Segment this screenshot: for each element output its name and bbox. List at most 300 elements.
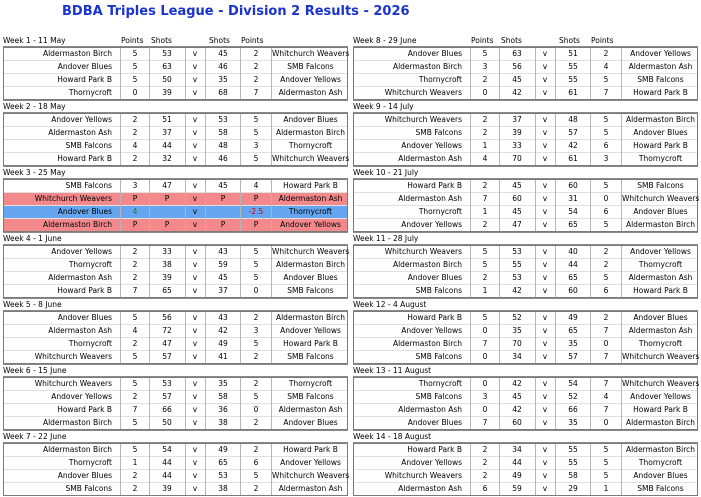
home-points: 7 <box>482 339 488 348</box>
home-shots: 70 <box>512 339 522 348</box>
grid-line <box>590 114 591 165</box>
home-shots: 44 <box>162 471 172 480</box>
away-team: Andover Yellows <box>280 326 341 335</box>
away-points: 4 <box>603 392 609 401</box>
match-row <box>354 87 697 99</box>
grid-line <box>185 180 186 231</box>
away-team: Howard Park B <box>633 405 688 414</box>
home-shots: 45 <box>512 392 522 401</box>
home-points: 2 <box>132 128 138 137</box>
home-shots: 59 <box>512 484 522 493</box>
home-points: 0 <box>482 326 488 335</box>
home-shots: 54 <box>162 445 172 454</box>
away-points: 5 <box>603 128 609 137</box>
away-points: 5 <box>253 115 259 124</box>
home-points: 5 <box>482 49 488 58</box>
away-points: 2 <box>253 62 259 71</box>
home-points: 5 <box>132 75 138 84</box>
away-team: Thornycroft <box>288 207 333 216</box>
away-shots: P <box>220 194 226 203</box>
away-team: Whitchurch Weavers <box>272 154 349 163</box>
away-points: 4 <box>253 181 259 190</box>
home-shots: 51 <box>162 115 172 124</box>
away-shots: 44 <box>568 260 578 269</box>
week-block <box>353 166 698 232</box>
home-shots: 37 <box>162 128 172 137</box>
home-points: 5 <box>132 418 138 427</box>
home-points: 6 <box>482 484 488 493</box>
week-header <box>353 299 698 311</box>
grid-line <box>185 246 186 297</box>
home-shots: 72 <box>162 326 172 335</box>
match-row <box>4 219 347 231</box>
home-team: Thornycroft <box>418 207 462 216</box>
left-results-column <box>3 35 348 496</box>
week-block <box>3 232 348 298</box>
home-shots: 42 <box>512 405 522 414</box>
week-header <box>3 167 348 179</box>
grid-line <box>240 246 241 297</box>
away-points: 7 <box>603 405 609 414</box>
home-team: Aldermaston Birch <box>392 339 462 348</box>
grid-line <box>149 378 150 429</box>
away-points: 6 <box>603 207 609 216</box>
grid-line <box>185 312 186 363</box>
away-team: Howard Park B <box>283 339 338 348</box>
grid-line <box>590 312 591 363</box>
away-team: Andover Blues <box>633 471 688 480</box>
home-shots: 39 <box>162 484 172 493</box>
away-points: 1 <box>603 484 609 493</box>
away-team: Aldermaston Birch <box>275 128 346 137</box>
match-row <box>4 48 347 61</box>
grid-line <box>621 48 622 99</box>
column-header-shots: Shots <box>501 36 522 45</box>
away-shots: 48 <box>218 141 228 150</box>
away-shots: 35 <box>568 418 578 427</box>
home-shots: 47 <box>162 181 172 190</box>
away-points: 2 <box>603 247 609 256</box>
grid-line <box>120 378 121 429</box>
away-shots: 65 <box>568 220 578 229</box>
home-points: 4 <box>482 154 488 163</box>
home-shots: 56 <box>512 62 522 71</box>
grid-line <box>271 444 272 495</box>
home-points: 2 <box>132 484 138 493</box>
away-team: SMB Falcons <box>637 484 684 493</box>
away-team: Aldermaston Ash <box>278 484 343 493</box>
match-row <box>4 140 347 153</box>
match-row <box>354 285 697 297</box>
away-points: 7 <box>603 379 609 388</box>
home-shots: 44 <box>162 458 172 467</box>
versus-label: v <box>192 273 198 282</box>
home-team: Thornycroft <box>68 458 112 467</box>
home-team: Howard Park B <box>57 405 112 414</box>
column-header-points2: Points <box>591 36 614 45</box>
away-team: Aldermaston Birch <box>275 260 346 269</box>
away-shots: 55 <box>568 62 578 71</box>
versus-label: v <box>192 207 198 216</box>
grid-line <box>120 246 121 297</box>
away-team: Howard Park B <box>283 445 338 454</box>
week-label: Week 10 - 21 July <box>353 168 419 177</box>
away-points: 3 <box>253 141 259 150</box>
away-points: 2 <box>253 49 259 58</box>
match-row <box>4 246 347 259</box>
away-shots: 60 <box>568 181 578 190</box>
week-header <box>3 101 348 113</box>
home-shots: 55 <box>512 260 522 269</box>
away-points: 2 <box>603 49 609 58</box>
match-row <box>4 312 347 325</box>
away-shots: 53 <box>218 471 228 480</box>
column-header-points: Points <box>471 36 494 45</box>
versus-label: v <box>542 247 548 256</box>
away-team: Thornycroft <box>288 379 333 388</box>
away-shots: 57 <box>568 128 578 137</box>
match-row <box>4 444 347 457</box>
away-points: 5 <box>603 458 609 467</box>
grid-line <box>185 444 186 495</box>
week-header <box>353 167 698 179</box>
away-team: Andover Yellows <box>630 247 691 256</box>
away-shots: 37 <box>218 286 228 295</box>
grid-line <box>271 246 272 297</box>
away-team: Andover Yellows <box>630 49 691 58</box>
home-points: 7 <box>132 405 138 414</box>
grid-line <box>470 48 471 99</box>
grid-line <box>149 444 150 495</box>
home-points: 2 <box>482 273 488 282</box>
home-shots: 57 <box>162 352 172 361</box>
home-points: 2 <box>132 273 138 282</box>
home-points: 2 <box>132 392 138 401</box>
versus-label: v <box>192 194 198 203</box>
versus-label: v <box>542 445 548 454</box>
home-shots: 37 <box>512 115 522 124</box>
grid-line <box>555 180 556 231</box>
versus-label: v <box>542 207 548 216</box>
home-points: 5 <box>482 260 488 269</box>
home-points: 5 <box>132 49 138 58</box>
match-table <box>3 443 348 496</box>
home-points: 2 <box>482 115 488 124</box>
away-points: 7 <box>603 352 609 361</box>
grid-line <box>240 114 241 165</box>
grid-line <box>499 114 500 165</box>
match-table <box>353 377 698 430</box>
away-team: Whitchurch Weavers <box>622 194 699 203</box>
week-block <box>3 364 348 430</box>
match-row <box>4 351 347 363</box>
grid-line <box>555 312 556 363</box>
away-shots: 38 <box>218 418 228 427</box>
away-points: 7 <box>603 326 609 335</box>
match-row <box>4 180 347 193</box>
home-points: 5 <box>132 313 138 322</box>
home-shots: 53 <box>162 49 172 58</box>
grid-line <box>621 378 622 429</box>
away-points: 5 <box>603 273 609 282</box>
match-table <box>3 245 348 298</box>
versus-label: v <box>542 88 548 97</box>
grid-line <box>499 444 500 495</box>
home-points: 2 <box>132 115 138 124</box>
home-team: SMB Falcons <box>65 181 112 190</box>
away-shots: 35 <box>568 339 578 348</box>
versus-label: v <box>192 392 198 401</box>
versus-label: v <box>542 62 548 71</box>
home-team: Andover Yellows <box>51 247 112 256</box>
grid-line <box>535 378 536 429</box>
home-points: 2 <box>132 339 138 348</box>
away-points: -2.5 <box>248 207 264 216</box>
versus-label: v <box>542 326 548 335</box>
away-shots: 45 <box>218 49 228 58</box>
away-team: Thornycroft <box>638 339 683 348</box>
grid-line <box>470 114 471 165</box>
away-team: Whitchurch Weavers <box>622 379 699 388</box>
match-row <box>354 206 697 219</box>
away-points: 3 <box>603 154 609 163</box>
grid-line <box>499 180 500 231</box>
home-shots: 39 <box>162 273 172 282</box>
home-team: Andover Blues <box>407 49 462 58</box>
home-team: SMB Falcons <box>415 286 462 295</box>
home-team: Thornycroft <box>68 88 112 97</box>
week-block <box>3 166 348 232</box>
away-shots: 51 <box>568 49 578 58</box>
away-shots: 58 <box>568 471 578 480</box>
away-team: SMB Falcons <box>287 62 334 71</box>
home-team: Aldermaston Ash <box>48 273 112 282</box>
away-team: SMB Falcons <box>287 392 334 401</box>
match-row <box>354 325 697 338</box>
home-team: Whitchurch Weavers <box>384 115 462 124</box>
home-shots: 32 <box>162 154 172 163</box>
grid-line <box>621 180 622 231</box>
grid-line <box>535 114 536 165</box>
home-points: 2 <box>132 247 138 256</box>
column-header-shots: Shots <box>151 36 172 45</box>
home-points: 2 <box>482 471 488 480</box>
home-team: Howard Park B <box>407 313 462 322</box>
away-team: Aldermaston Birch <box>625 445 696 454</box>
match-row <box>4 391 347 404</box>
home-points: 2 <box>482 75 488 84</box>
away-team: SMB Falcons <box>637 75 684 84</box>
away-points: 5 <box>253 128 259 137</box>
away-team: Aldermaston Ash <box>628 62 693 71</box>
away-team: Andover Blues <box>283 115 338 124</box>
home-shots: 47 <box>512 220 522 229</box>
match-table <box>353 179 698 232</box>
home-shots: 33 <box>162 247 172 256</box>
home-points: 1 <box>482 286 488 295</box>
home-team: Andover Yellows <box>51 392 112 401</box>
versus-label: v <box>192 62 198 71</box>
away-shots: 52 <box>568 392 578 401</box>
away-points: 5 <box>603 75 609 84</box>
match-row <box>354 153 697 165</box>
away-shots: 49 <box>218 445 228 454</box>
home-team: Aldermaston Birch <box>42 220 112 229</box>
home-team: Andover Blues <box>57 62 112 71</box>
home-shots: 35 <box>512 326 522 335</box>
grid-line <box>240 180 241 231</box>
home-team: Howard Park B <box>57 286 112 295</box>
match-row <box>354 404 697 417</box>
away-shots: 38 <box>218 484 228 493</box>
home-team: Aldermaston Ash <box>398 405 462 414</box>
versus-label: v <box>542 392 548 401</box>
home-shots: 45 <box>512 207 522 216</box>
away-shots: 49 <box>568 313 578 322</box>
away-shots: 65 <box>218 458 228 467</box>
match-row <box>354 74 697 87</box>
grid-line <box>555 114 556 165</box>
week-block <box>353 430 698 496</box>
grid-line <box>240 312 241 363</box>
home-points: 2 <box>132 260 138 269</box>
away-points: 0 <box>603 418 609 427</box>
home-points: P <box>132 220 138 229</box>
week-label: Week 9 - 14 July <box>353 102 414 111</box>
away-shots: 40 <box>568 247 578 256</box>
home-team: Aldermaston Birch <box>392 260 462 269</box>
week-label: Week 7 - 22 June <box>3 432 67 441</box>
match-row <box>4 206 347 219</box>
away-points: 5 <box>253 247 259 256</box>
home-shots: 44 <box>512 458 522 467</box>
grid-line <box>205 246 206 297</box>
week-label: Week 11 - 28 July <box>353 234 419 243</box>
home-team: Aldermaston Ash <box>48 326 112 335</box>
home-team: SMB Falcons <box>65 484 112 493</box>
away-shots: 66 <box>568 405 578 414</box>
away-points: 0 <box>603 339 609 348</box>
home-team: Andover Yellows <box>401 326 462 335</box>
home-shots: 60 <box>512 418 522 427</box>
week-header <box>3 35 348 47</box>
match-row <box>4 272 347 285</box>
home-team: Andover Blues <box>57 313 112 322</box>
away-shots: 41 <box>218 352 228 361</box>
home-team: Whitchurch Weavers <box>34 352 112 361</box>
week-header <box>353 101 698 113</box>
away-points: 5 <box>253 260 259 269</box>
home-team: Aldermaston Ash <box>398 484 462 493</box>
home-shots: 63 <box>162 62 172 71</box>
versus-label: v <box>192 115 198 124</box>
grid-line <box>535 312 536 363</box>
home-team: Thornycroft <box>68 260 112 269</box>
away-points: 5 <box>603 220 609 229</box>
home-shots: 39 <box>512 128 522 137</box>
home-shots: 45 <box>512 75 522 84</box>
grid-line <box>185 48 186 99</box>
home-team: Andover Yellows <box>51 115 112 124</box>
match-row <box>4 127 347 140</box>
home-team: Howard Park B <box>57 75 112 84</box>
week-header <box>3 365 348 377</box>
away-points: 0 <box>253 405 259 414</box>
away-shots: 31 <box>568 194 578 203</box>
versus-label: v <box>542 352 548 361</box>
match-row <box>4 417 347 429</box>
home-points: 2 <box>482 445 488 454</box>
versus-label: v <box>192 181 198 190</box>
home-shots: 42 <box>512 286 522 295</box>
away-team: Howard Park B <box>633 141 688 150</box>
home-team: Andover Yellows <box>401 458 462 467</box>
match-table <box>353 311 698 364</box>
versus-label: v <box>192 405 198 414</box>
match-row <box>354 483 697 495</box>
versus-label: v <box>542 471 548 480</box>
match-row <box>4 74 347 87</box>
home-shots: 56 <box>162 313 172 322</box>
column-header-shots2: Shots <box>559 36 580 45</box>
match-row <box>354 391 697 404</box>
away-team: Thornycroft <box>638 154 683 163</box>
grid-line <box>621 114 622 165</box>
home-points: 3 <box>482 392 488 401</box>
away-team: SMB Falcons <box>637 181 684 190</box>
away-team: SMB Falcons <box>287 286 334 295</box>
grid-line <box>499 246 500 297</box>
home-points: 1 <box>482 141 488 150</box>
match-table <box>353 47 698 100</box>
match-row <box>4 114 347 127</box>
away-team: Andover Blues <box>633 313 688 322</box>
away-shots: 60 <box>568 286 578 295</box>
versus-label: v <box>542 220 548 229</box>
match-row <box>4 285 347 297</box>
week-label: Week 3 - 25 May <box>3 168 66 177</box>
away-points: 2 <box>253 313 259 322</box>
match-row <box>354 259 697 272</box>
home-team: Aldermaston Birch <box>42 418 112 427</box>
grid-line <box>205 312 206 363</box>
home-team: Aldermaston Birch <box>42 49 112 58</box>
versus-label: v <box>192 326 198 335</box>
away-team: Andover Yellows <box>280 458 341 467</box>
grid-line <box>149 180 150 231</box>
week-block <box>3 100 348 166</box>
away-shots: 65 <box>568 326 578 335</box>
away-team: Aldermaston Birch <box>275 313 346 322</box>
home-team: Whitchurch Weavers <box>34 379 112 388</box>
match-row <box>354 180 697 193</box>
week-block <box>353 35 698 100</box>
away-shots: 45 <box>218 181 228 190</box>
home-points: 5 <box>132 352 138 361</box>
away-team: Andover Blues <box>283 418 338 427</box>
away-team: Whitchurch Weavers <box>272 247 349 256</box>
away-shots: 54 <box>568 379 578 388</box>
match-row <box>354 246 697 259</box>
away-points: 4 <box>603 62 609 71</box>
away-points: 0 <box>603 194 609 203</box>
home-shots: P <box>164 194 170 203</box>
match-table <box>353 245 698 298</box>
away-shots: 54 <box>568 207 578 216</box>
grid-line <box>535 246 536 297</box>
home-shots: 44 <box>162 141 172 150</box>
home-shots: 63 <box>512 49 522 58</box>
